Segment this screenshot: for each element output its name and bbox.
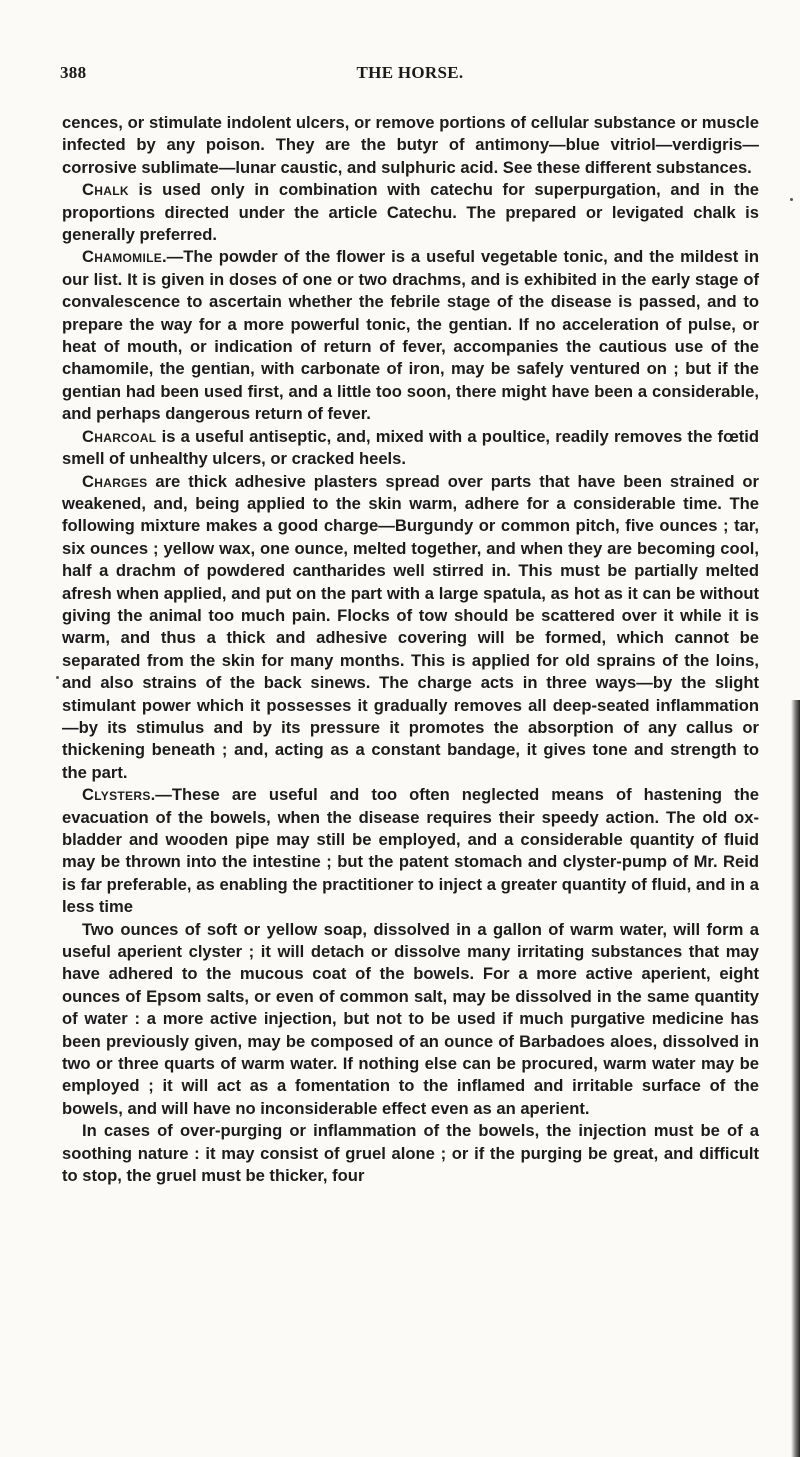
paragraph-continuation xyxy=(62,112,759,179)
entry-term: Clysters xyxy=(82,785,151,805)
paragraph-text: cences, or stimulate indolent ulcers, or remove portions of cellular substance or muscle infected by any poison. They are the butyr of antimony—blue vitriol—verdigris—corrosive sublimate—lunar caustic, and sulphuric acid. See these different substances. xyxy=(62,113,759,177)
paragraph-over-purging xyxy=(62,1120,759,1187)
entry-text: are thick adhesive plasters spread over parts that have been strained or weakened, and, being applied to the skin warm, adhere for a considerable time. The following mixture makes a good charge—Burgundy or common pitch, five ounces ; tar, six ounces ; yellow wax, one ounce, melted together, and when they are becoming cool, half a drachm of powdered cantharides well stirred in. This must be partially melted afresh when applied, and put on the part with a large spatula, as hot as it can be without giving the animal too much pain. Flocks of tow should be scattered over it while it is warm, and thus a thick and adhesive covering will be formed, which cannot be separated from the skin for many months. This is applied for old sprains of the loins, and also strains of the back sinews. The charge acts in three ways—by the slight stimulant power which it possesses it gradually removes all deep-seated inflammation—by its stimulus and by its pressure it promotes the absorption of any callus or thickening beneath ; and, acting as a constant bandage, it gives tone and strength to the part. xyxy=(62,471,759,782)
entry-text: is used only in combination with catechu for superpurgation, and in the proportions directed under the article Catechu. The prepared or levigated chalk is generally preferred. xyxy=(62,180,759,245)
entry-charges xyxy=(62,471,759,785)
entry-text: .—These are useful and too often neglected means of hastening the evacuation of the bowels, when the disease requires their speedy action. The old ox-bladder and wooden pipe may still be employed, and a considerable quantity of fluid may be thrown into the intestine ; but the patent stomach and clyster-pump of Mr. Reid is far preferable, as enabling the practitioner to inject a greater quantity of fluid, and in a less time xyxy=(62,785,759,917)
entry-text: is a useful antiseptic, and, mixed with a poultice, readily removes the fœtid smell of unhealthy ulcers, or cracked heels. xyxy=(62,426,759,469)
entry-term: Chalk xyxy=(82,180,129,200)
page-number: 388 xyxy=(60,63,87,82)
body-text xyxy=(62,112,759,1188)
ink-speck xyxy=(56,676,59,679)
paragraph-text: In cases of over-purging or inflammation of the bowels, the injection must be of a soothing nature : it may consist of gruel alone ; or if the purging be great, and difficult to stop, the gruel must be thicker, four xyxy=(62,1121,759,1186)
ink-speck xyxy=(790,198,793,201)
entry-chamomile xyxy=(62,246,759,425)
running-head xyxy=(60,63,760,89)
entry-text: .—The powder of the flower is a useful vegetable tonic, and the mildest in our list. It is given in doses of one or two drachms, and is exhibited in the early stage of convalescence to ascertain whether the febrile stage of the disease is passed, and to prepare the way for a more powerful tonic, the gentian. If no acceleration of pulse, or heat of mouth, or indication of return of fever, accompanies the cautious use of the chamomile, the gentian, with carbonate of iron, may be safely ventured on ; but if the gentian had been used first, and a little too soon, there might have been a considerable, and perhaps dangerous return of fever. xyxy=(62,247,759,424)
paragraph-text: Two ounces of soft or yellow soap, dissolved in a gallon of warm water, will form a useful aperient clyster ; it will detach or dissolve many irritating substances that may have adhered to the mucous coat of the bowels. For a more active aperient, eight ounces of Epsom salts, or even of common salt, may be dissolved in the same quantity of water : a more active injection, but not to be used if much purgative medicine has been previously given, may be composed of an ounce of Barbadoes aloes, dissolved in two or three quarts of warm water. If nothing else can be procured, warm water may be employed ; it will act as a fomentation to the inflamed and irritable surface of the bowels, and will have no inconsiderable effect even as an aperient. xyxy=(62,919,759,1118)
entry-term: Charcoal xyxy=(82,426,157,446)
entry-chalk xyxy=(62,179,759,246)
running-title: THE HORSE. xyxy=(356,63,464,82)
page-edge-shadow xyxy=(791,700,800,1457)
entry-charcoal xyxy=(62,426,759,471)
entry-clysters xyxy=(62,784,759,918)
entry-term: Charges xyxy=(82,471,148,491)
entry-term: Chamomile xyxy=(82,247,163,267)
paragraph-soap-clyster xyxy=(62,919,759,1121)
